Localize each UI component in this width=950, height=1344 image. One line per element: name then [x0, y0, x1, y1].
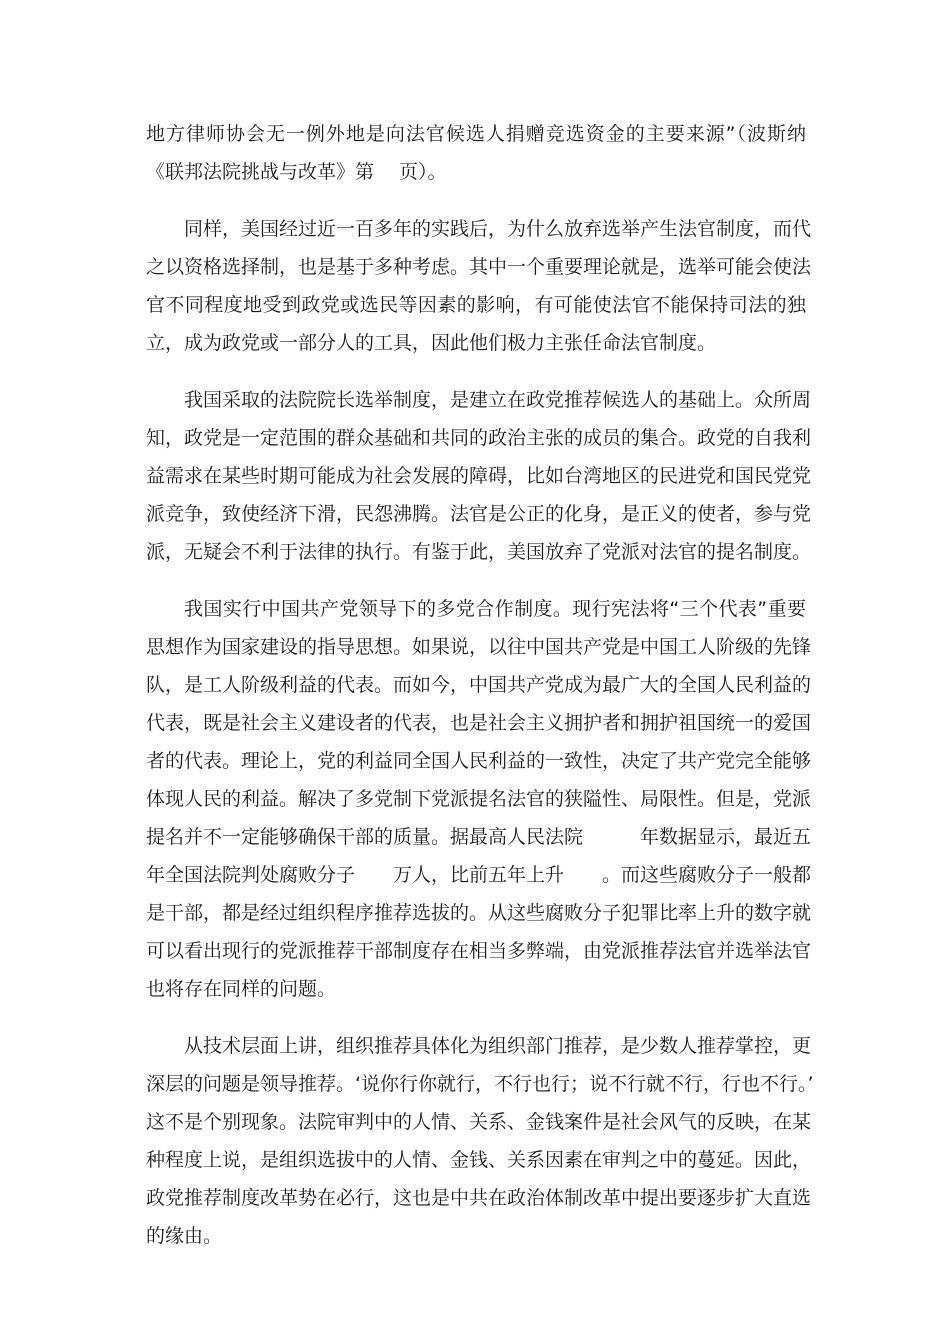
text-line: 者的代表。理论上，党的利益同全国人民利益的一致性，决定了共产党完全能够 [146, 750, 812, 772]
text-line: 提名并不一定能够确保干部的质量。据最高人民法院 年数据显示，最近五 [146, 826, 812, 848]
text-line: 可以看出现行的党派推荐干部制度存在相当多弊端，由党派推荐法官并选举法官 [146, 940, 812, 962]
text-line: 体现人民的利益。解决了多党制下党派提名法官的狭隘性、局限性。但是，党派 [146, 788, 812, 810]
text-line: 种程度上说，是组织选拔中的人情、金钱、关系因素在审判之中的蔓延。因此， [146, 1149, 812, 1171]
text-line: 从技术层面上讲，组织推荐具体化为组织部门推荐，是少数人推荐掌控，更 [184, 1035, 812, 1057]
text-line: 地方律师协会无一例外地是向法官候选人捐赠竞选资金的主要来源”（波斯纳 [146, 123, 806, 145]
text-line: 队，是工人阶级利益的代表。而如今，中国共产党成为最广大的全国人民利益的 [146, 674, 812, 696]
text-line: 政党推荐制度改革势在必行，这也是中共在政治体制改革中提出要逐步扩大直选 [146, 1187, 812, 1209]
text-line: 之以资格选择制，也是基于多种考虑。其中一个重要理论就是，选举可能会使法 [146, 256, 812, 278]
text-line: 知，政党是一定范围的群众基础和共同的政治主张的成员的集合。政党的自我利 [146, 427, 812, 449]
text-line: 官不同程度地受到政党或选民等因素的影响，有可能使法官不能保持司法的独 [146, 294, 806, 316]
text-line: 思想作为国家建设的指导思想。如果说，以往中国共产党是中国工人阶级的先锋 [146, 636, 812, 658]
text-line: 我国实行中国共产党领导下的多党合作制度。现行宪法将“三个代表”重要 [184, 598, 806, 620]
text-line: 益需求在某些时期可能成为社会发展的障碍，比如台湾地区的民进党和国民党党 [146, 465, 812, 487]
text-line: 派，无疑会不利于法律的执行。有鉴于此，美国放弃了党派对法官的提名制度。 [146, 541, 812, 563]
text-line: 也将存在同样的问题。 [146, 978, 337, 1000]
text-line: 深层的问题是领导推荐。‘说你行你就行，不行也行；说不行就不行，行也不行。’ [146, 1073, 814, 1095]
text-line: 立，成为政党或一部分人的工具，因此他们极力主张任命法官制度。 [146, 332, 717, 354]
text-line: 我国采取的法院院长选举制度，是建立在政党推荐候选人的基础上。众所周 [184, 389, 812, 411]
text-line: 的缘由。 [146, 1225, 223, 1247]
text-line: 年全国法院判处腐败分子 万人，比前五年上升 。而这些腐败分子一般都 [146, 864, 812, 886]
text-line: 是干部，都是经过组织程序推荐选拔的。从这些腐败分子犯罪比率上升的数字就 [146, 902, 812, 924]
text-line: 《联邦法院挑战与改革》第 页）。 [146, 161, 447, 183]
text-line: 代表，既是社会主义建设者的代表，也是社会主义拥护者和拥护祖国统一的爱国 [146, 712, 812, 734]
text-line: 这不是个别现象。法院审判中的人情、关系、金钱案件是社会风气的反映，在某 [146, 1111, 812, 1133]
text-line: 同样，美国经过近一百多年的实践后，为什么放弃选举产生法官制度，而代 [184, 218, 812, 240]
text-line: 派竞争，致使经济下滑，民怨沸腾。法官是公正的化身，是正义的使者，参与党 [146, 503, 812, 525]
